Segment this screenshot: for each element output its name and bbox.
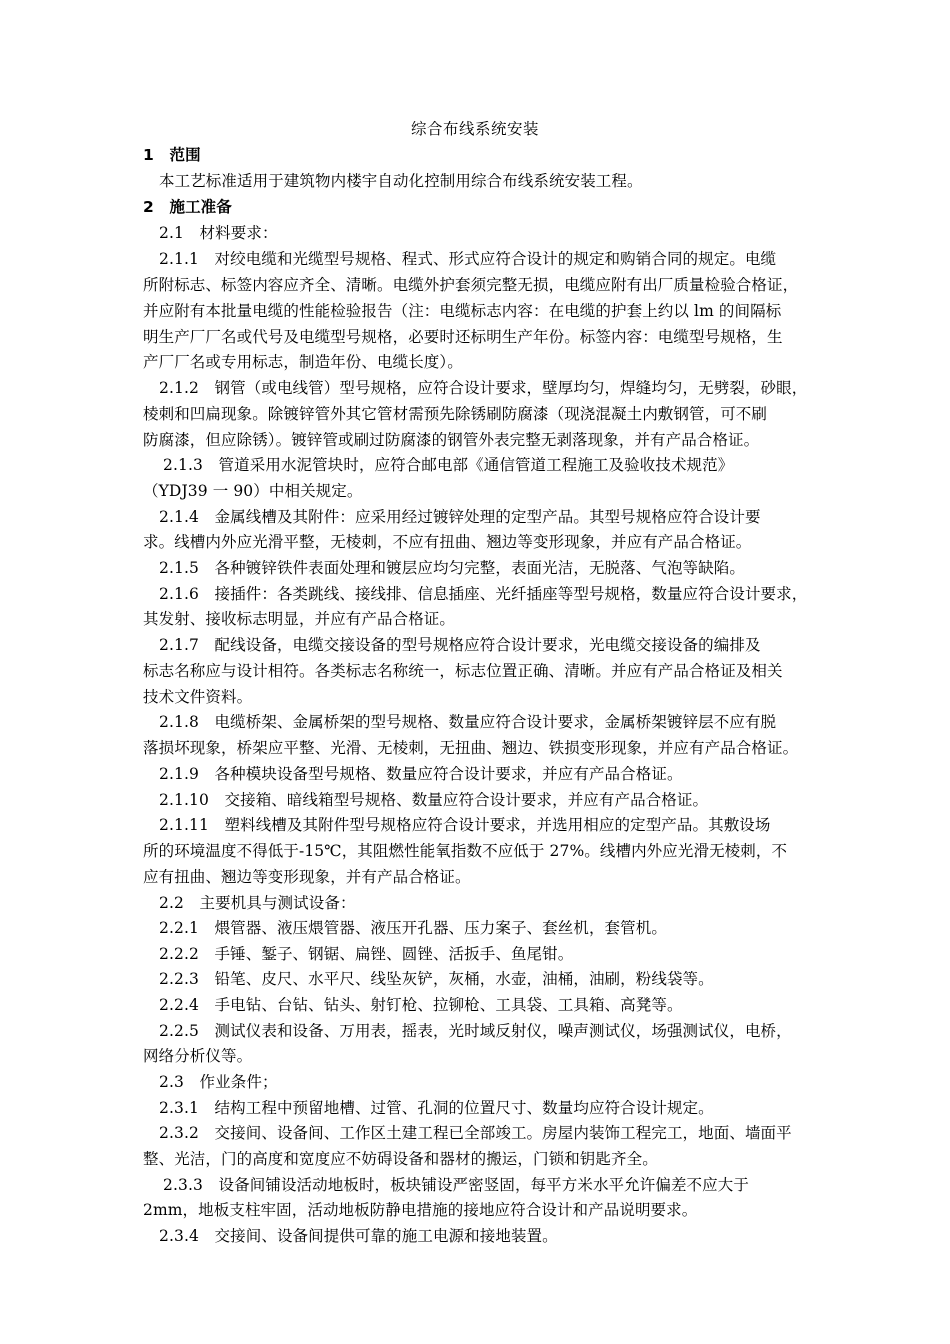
text-line: 2.2 主要机具与测试设备： <box>159 894 356 912</box>
text-line: 2.3.4 交接间、设备间提供可靠的施工电源和接地装置。 <box>159 1227 558 1245</box>
text-line: 2.3.2 交接间、设备间、工作区土建工程已全部竣工。房屋内装饰工程完工，地面、墙面平 <box>159 1124 792 1142</box>
text-line: 防腐漆，但应除锈）。镀锌管或刷过防腐漆的钢管外表完整无剥落现象，并有产品合格证。 <box>143 431 760 449</box>
text-line: 2.1.10 交接箱、暗线箱型号规格、数量应符合设计要求，并应有产品合格证。 <box>159 791 709 809</box>
text-line: 2.3.1 结构工程中预留地槽、过管、孔洞的位置尺寸、数量均应符合设计规定。 <box>159 1099 714 1117</box>
text-line: 2.1.5 各种镀锌铁件表面处理和镀层应均匀完整，表面光洁，无脱落、气泡等缺陷。 <box>159 559 745 577</box>
text-line: 2.2.2 手锤、錾子、钢锯、扁锉、圆锉、活扳手、鱼尾钳。 <box>159 945 574 963</box>
text-line: 求。线槽内外应光滑平整，无棱刺，不应有扭曲、翘边等变形现象，并应有产品合格证。 <box>143 533 752 551</box>
text-line: 整、光洁，门的高度和宽度应不妨碍设备和器材的搬运，门锁和钥匙齐全。 <box>143 1150 658 1168</box>
text-line: 棱刺和凹扁现象。除镀锌管外其它管材需预先除锈刷防腐漆（现浇混凝土内敷钢管，可不刷 <box>143 405 768 423</box>
text-line: 并应附有本批量电缆的性能检验报告（注：电缆标志内容：在电缆的护套上约以 lm 的间隔标 <box>143 302 782 320</box>
text-line: 技术文件资料。 <box>143 688 253 706</box>
text-line: 2.1.6 接插件：各类跳线、接线排、信息插座、光纤插座等型号规格，数量应符合设计要求， <box>159 585 808 603</box>
text-line: 2mm，地板支柱牢固，活动地板防静电措施的接地应符合设计和产品说明要求。 <box>143 1201 698 1219</box>
text-line: 2.2.3 铅笔、皮尺、水平尺、线坠灰铲，灰桶，水壶，油桶，油刷，粉线袋等。 <box>159 970 714 988</box>
text-line: 2.3 作业条件； <box>159 1073 278 1091</box>
text-line: 2.1 材料要求： <box>159 224 278 242</box>
text-line: 2.3.3 设备间铺设活动地板时，板块铺设严密竖固，每平方米水平允许偏差不应大于 <box>163 1176 749 1194</box>
text-line: 所的环境温度不得低于-15℃，其阻燃性能氧指数不应低于 27%。线槽内外应光滑无棱刺，不 <box>143 842 788 860</box>
text-line: 2.1.7 配线设备，电缆交接设备的型号规格应符合设计要求，光电缆交接设备的编排及 <box>159 636 761 654</box>
text-line: 2.1.2 钢管（或电线管）型号规格，应符合设计要求，壁厚均匀，焊缝均匀，无劈裂，砂眼， <box>159 379 808 397</box>
page-title: 综合布线系统安装 <box>410 120 539 138</box>
text-line: 2.1.9 各种模块设备型号规格、数量应符合设计要求，并应有产品合格证。 <box>159 765 683 783</box>
text-line: 2.1.4 金属线槽及其附件：应采用经过镀锌处理的定型产品。其型号规格应符合设计要 <box>159 508 761 526</box>
text-line: 产厂厂名或专用标志，制造年份、电缆长度）。 <box>143 353 463 371</box>
text-line: 2.1.1 对绞电缆和光缆型号规格、程式、形式应符合设计的规定和购销合同的规定。电缆 <box>159 250 777 268</box>
text-line: 2.1.3 管道采用水泥管块时，应符合邮电部《通信管道工程施工及验收技术规范》 <box>163 456 734 474</box>
text-line: 2.2.5 测试仪表和设备、万用表，摇表，光时域反射仪，噪声测试仪，场强测试仪，电桥， <box>159 1022 792 1040</box>
text-line: 2.1.11 塑料线槽及其附件型号规格应符合设计要求，并选用相应的定型产品。其敷设场 <box>159 816 771 834</box>
text-line: 2.2.1 煨管器、液压煨管器、液压开孔器、压力案子、套丝机，套管机。 <box>159 919 667 937</box>
text-line: 明生产厂厂名或代号及电缆型号规格，必要时还标明生产年份。标签内容：电缆型号规格，生 <box>143 328 783 346</box>
text-line: （YDJ39 一 90）中相关规定。 <box>143 482 363 500</box>
text-line: 所附标志、标签内容应齐全、清晰。电缆外护套须完整无损，电缆应附有出厂质量检验合格证， <box>143 276 799 294</box>
text-line: 2.1.8 电缆桥架、金属桥架的型号规格、数量应符合设计要求，金属桥架镀锌层不应有脱 <box>159 713 777 731</box>
section-heading: 1 范围 <box>143 146 201 164</box>
text-line: 2.2.4 手电钻、台钻、钻头、射钉枪、拉铆枪、工具袋、工具箱、高凳等。 <box>159 996 683 1014</box>
text-line: 网络分析仪等。 <box>143 1047 253 1065</box>
text-line: 标志名称应与设计相符。各类标志名称统一，标志位置正确、清晰。并应有产品合格证及相关 <box>143 662 783 680</box>
text-line: 本工艺标准适用于建筑物内楼宇自动化控制用综合布线系统安装工程。 <box>159 172 643 190</box>
text-line: 其发射、接收标志明显，并应有产品合格证。 <box>143 610 456 628</box>
text-line: 应有扭曲、翘边等变形现象，并有产品合格证。 <box>143 868 471 886</box>
text-line: 落损坏现象，桥架应平整、光滑、无棱刺，无扭曲、翘边、铁损变形现象，并应有产品合格证。 <box>143 739 799 757</box>
section-heading: 2 施工准备 <box>143 198 232 216</box>
